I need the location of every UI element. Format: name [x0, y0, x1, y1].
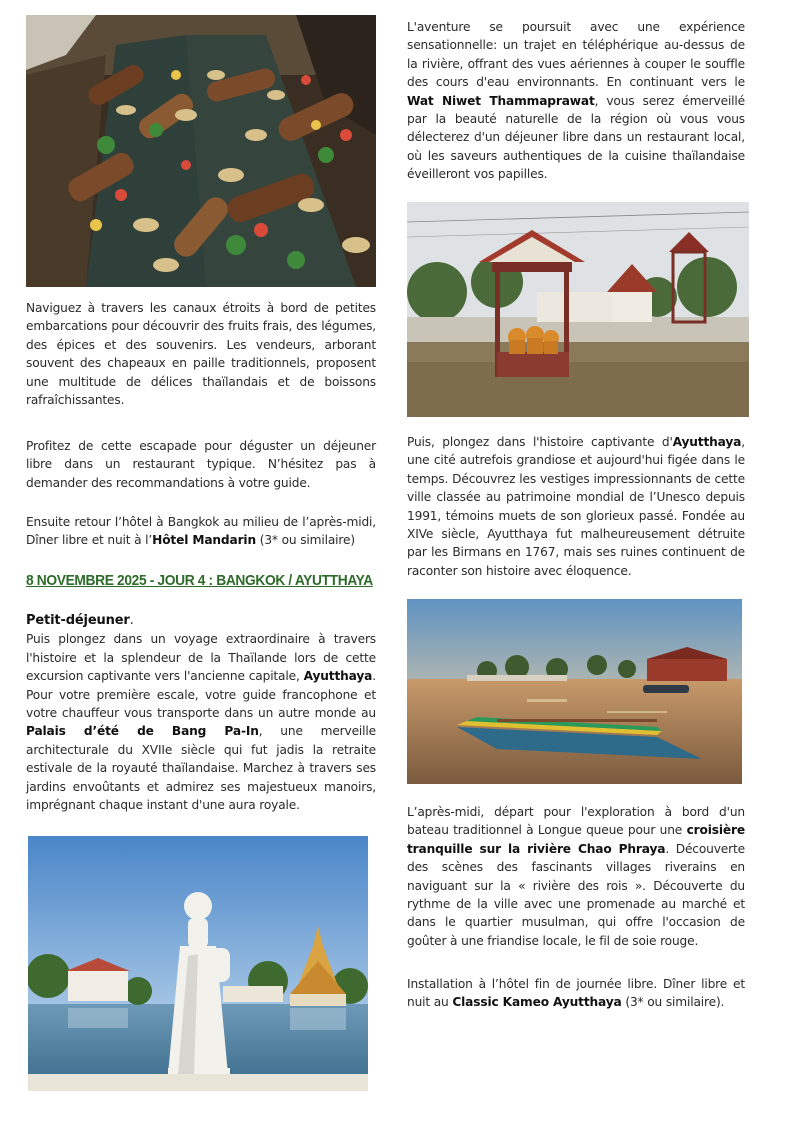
bang-pa-in-label: Palais d’été de Bang Pa-In	[26, 724, 259, 739]
excursion-text-c: , une merveille architecturale du XVIIe siècle qui fut jadis la retraite estivale de la royauté thaïlandaise. Marchez à travers ses jardins envoûtants et admirez ses majestueux manoirs, imprégnant chaque instant d'une aura royale.	[26, 724, 376, 813]
excursion-text-a: Puis plongez dans un voyage extraordinaire à travers l'histoire et la splendeur de la Thaïlande lors de cette excursion captivante vers l'ancienne capitale,	[26, 632, 376, 684]
left-paragraph-1-wrap	[26, 299, 376, 409]
hotel-category: (3* ou similaire).	[621, 995, 725, 1010]
right-paragraph-1-wrap	[407, 18, 745, 184]
breakfast-line	[26, 612, 376, 630]
cruise-description	[407, 803, 745, 950]
hotel-description	[407, 975, 745, 1012]
cable-car-description	[407, 18, 745, 184]
ayutthaya-history-label: Ayutthaya	[672, 435, 742, 449]
breakfast-dot: .	[129, 613, 134, 628]
excursion-text-b: . Pour votre première escale, votre guide francophone et votre chauffeur vous transporte dans un autre monde au	[26, 669, 376, 721]
hotel-text-a: Installation à l’hôtel fin de journée libre. Dîner libre et nuit au	[407, 977, 745, 1010]
return-category: (3* ou similaire)	[255, 533, 355, 548]
wat-niwet-label: Wat Niwet Thammaprawat	[407, 93, 595, 108]
left-paragraph-3-wrap	[26, 513, 376, 550]
floating-market-photo	[26, 15, 376, 287]
left-paragraph-4-wrap	[26, 612, 376, 814]
bang-pa-in-photo	[28, 836, 368, 1091]
pavilion-river-photo	[407, 202, 749, 417]
history-text-a: Puis, plongez dans l'histoire captivante d'	[407, 435, 673, 449]
classic-kameo-label: Classic Kameo Ayutthaya	[452, 995, 622, 1010]
breakfast-label: Petit-déjeuner	[26, 613, 130, 628]
day-4-title: 8 NOVEMBRE 2025 - JOUR 4 : BANGKOK / AYUTTHAYA	[26, 572, 373, 589]
history-text-b: , une cité autrefois grandiose et aujourd'hui figée dans le temps. Découvrez les vestiges impressionnants de cette ville classée au patrimoine mondial de l’Unesco depuis 1991, témoins muets de son glorieux passé. Fondée au XIVe siècle, Ayutthaya fut malheureusement détruite par les Birmans en 1767, mais ses ruines continuent de raconter son histoire avec éloquence.	[407, 435, 745, 578]
chao-phraya-cruise-label: croisière tranquille sur la rivière Chao Phraya	[407, 823, 745, 856]
cruise-text-a: L’après-midi, départ pour l'exploration à bord d'un bateau traditionnel à Longue queue pour une	[407, 805, 745, 838]
cable-car-text-b: , vous serez émerveillé par la beauté naturelle de la région où vous vous délecterez d'un déjeuner libre dans un restaurant local, où les saveurs authentiques de la cuisine thaïlandaise éveilleront vos papilles.	[407, 93, 745, 182]
return-text: Ensuite retour l’hôtel à Bangkok au milieu de l’après-midi, Dîner libre et nuit à l’	[26, 515, 376, 548]
market-description: Naviguez à travers les canaux étroits à bord de petites embarcations pour découvrir des fruits frais, des légumes, des épices et des souvenirs. Les vendeurs, arborant souvent des chapeaux en paille traditionnels, proposent une multitude de délices thaïlandais et de boissons rafraîchissantes.	[26, 301, 376, 408]
longtail-boat-photo	[407, 599, 742, 784]
return-description	[26, 513, 376, 550]
cruise-text-b: . Découverte des scènes des fascinants villages riverains en naviguant sur la « rivière des rois ». Découverte du rythme de la ville avec une promenade au marché et dans le quartier musulman, qui offre l'occasion de goûter à une friandise locale, le fil de soie rouge.	[407, 841, 745, 948]
ayutthaya-excursion-description	[26, 630, 376, 814]
right-paragraph-2-wrap	[407, 433, 745, 580]
lunch-description: Profitez de cette escapade pour déguster un déjeuner libre dans un restaurant typique. N’hésitez pas à demander des recommandations à votre guide.	[26, 439, 376, 490]
right-paragraph-3-wrap	[407, 803, 745, 950]
cable-car-text-a: L'aventure se poursuit avec une expérience sensationnelle: un trajet en téléphérique au-dessus de la rivière, offrant des vues aériennes à couper le souffle des cours d'eau environnants. En continuant vers le	[407, 20, 745, 90]
hotel-mandarin: Hôtel Mandarin	[152, 533, 256, 548]
ayutthaya-history-description	[407, 433, 745, 580]
ayutthaya-label: Ayutthaya	[303, 669, 373, 684]
right-paragraph-4-wrap	[407, 975, 745, 1012]
left-paragraph-2-wrap	[26, 437, 376, 492]
